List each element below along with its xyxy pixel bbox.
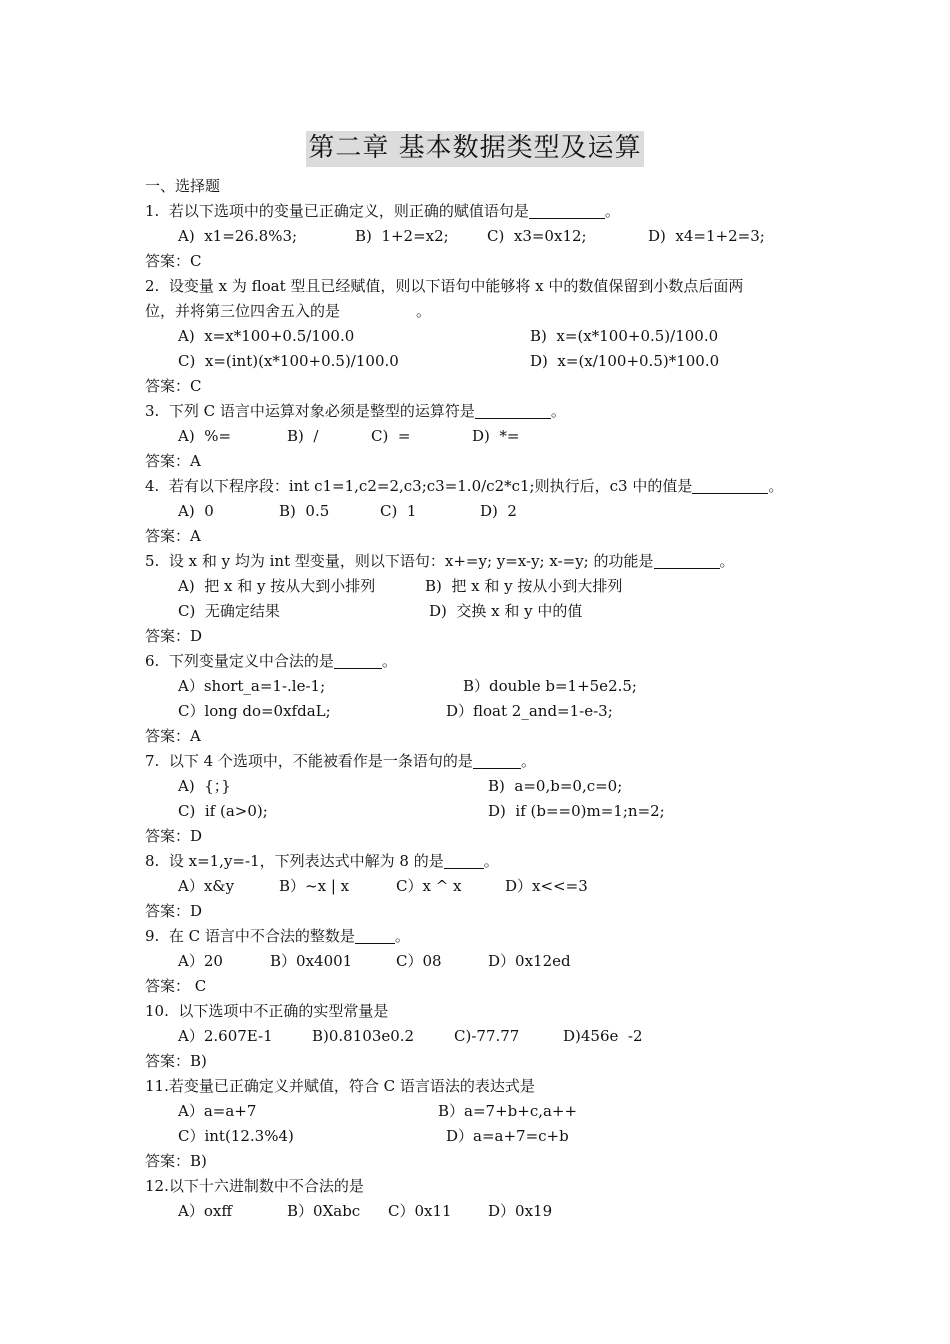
answer-q11: 答案：B) — [145, 1152, 207, 1170]
options-q7-row2 — [145, 799, 825, 824]
question-2-cont: 位，并将第三位四舍五入的是 。 — [145, 302, 432, 320]
options-q1 — [145, 224, 825, 249]
answer-q8: 答案：D — [145, 902, 203, 920]
option-b: B）double b=1+5e2.5; — [463, 677, 637, 695]
option-c: C）int(12.3%4) — [178, 1127, 294, 1145]
question-4: 4. 若有以下程序段：int c1=1,c2=2,c3;c3=1.0/c2*c1;则执行后，c3 中的值是 。 — [145, 477, 784, 495]
answer-blank — [473, 752, 521, 769]
options-q6-row1 — [145, 674, 825, 699]
option-a: A) 把 x 和 y 按从大到小排列 — [178, 577, 376, 595]
options-q11-row1 — [145, 1099, 825, 1124]
option-d: D) x4=1+2=3; — [648, 227, 765, 245]
question-5: 5. 设 x 和 y 均为 int 型变量，则以下语句：x+=y; y=x-y; x-=y; 的功能是 。 — [145, 552, 735, 570]
answer-blank — [334, 652, 382, 669]
option-a: A）short_a=1-.le-1; — [178, 677, 326, 695]
option-d: D）float 2_and=1-e-3; — [446, 702, 613, 720]
answer-q5: 答案：D — [145, 627, 203, 645]
option-d: D) *= — [472, 427, 520, 445]
option-c: C) = — [371, 427, 411, 445]
option-b: B）~x | x — [279, 877, 350, 895]
answer-q3: 答案：A — [145, 452, 201, 470]
answer-q9: 答案： C — [145, 977, 207, 995]
options-q2-row1 — [145, 324, 825, 349]
option-a: A）20 — [178, 952, 223, 970]
question-list — [145, 174, 825, 1224]
options-q5-row1 — [145, 574, 825, 599]
options-q4 — [145, 499, 825, 524]
option-c: C) 1 — [380, 502, 417, 520]
option-b: B)0.8103e0.2 — [312, 1027, 415, 1045]
option-a: A）2.607E-1 — [178, 1027, 273, 1045]
answer-blank — [692, 477, 768, 494]
answer-q7: 答案：D — [145, 827, 203, 845]
question-10: 10. 以下选项中不正确的实型常量是 — [145, 1002, 389, 1020]
options-q11-row2 — [145, 1124, 825, 1149]
option-d: D）0x12ed — [488, 952, 571, 970]
option-c: C)-77.77 — [454, 1027, 520, 1045]
options-q7-row1 — [145, 774, 825, 799]
answer-blank — [529, 202, 605, 219]
options-q9 — [145, 949, 825, 974]
option-b: B) 1+2=x2; — [355, 227, 449, 245]
answer-blank — [475, 402, 551, 419]
option-d: D）0x19 — [488, 1202, 553, 1220]
question-1: 1. 若以下选项中的变量已正确定义，则正确的赋值语句是 。 — [145, 202, 620, 220]
question-7: 7. 以下 4 个选项中，不能被看作是一条语句的是 。 — [145, 752, 536, 770]
answer-blank — [444, 852, 484, 869]
option-c: C) 无确定结果 — [178, 602, 280, 620]
answer-q4: 答案：A — [145, 527, 201, 545]
option-b: B）0x4001 — [270, 952, 353, 970]
question-3: 3. 下列 C 语言中运算对象必须是整型的运算符是 。 — [145, 402, 566, 420]
option-b: B) 0.5 — [279, 502, 330, 520]
option-b: B) a=0,b=0,c=0; — [488, 777, 623, 795]
option-d: D) x=(x/100+0.5)*100.0 — [530, 352, 720, 370]
options-q5-row2 — [145, 599, 825, 624]
option-d: D）x<<=3 — [505, 877, 588, 895]
answer-q6: 答案：A — [145, 727, 201, 745]
option-b: B）a=7+b+c,a++ — [438, 1102, 578, 1120]
answer-q1: 答案：C — [145, 252, 202, 270]
option-c: C) if (a>0); — [178, 802, 268, 820]
options-q2-row2 — [145, 349, 825, 374]
options-q6-row2 — [145, 699, 825, 724]
option-d: D）a=a+7=c+b — [446, 1127, 569, 1145]
answer-q10: 答案：B) — [145, 1052, 207, 1070]
section-heading: 一、选择题 — [145, 177, 221, 195]
option-d: D)456e -2 — [563, 1027, 643, 1045]
option-a: A）x&y — [178, 877, 235, 895]
option-c: C）0x11 — [388, 1202, 452, 1220]
options-q8 — [145, 874, 825, 899]
option-c: C）x ^ x — [396, 877, 462, 895]
question-2: 2. 设变量 x 为 float 型且已经赋值，则以下语句中能够将 x 中的数值保留到小数点后面两 — [145, 277, 744, 295]
question-11: 11.若变量已正确定义并赋值，符合 C 语言语法的表达式是 — [145, 1077, 535, 1095]
option-a: A) 0 — [178, 502, 214, 520]
option-b: B) / — [287, 427, 319, 445]
option-a: A) %= — [178, 427, 232, 445]
option-a: A) x1=26.8%3; — [178, 227, 298, 245]
question-8: 8. 设 x=1,y=-1，下列表达式中解为 8 的是 。 — [145, 852, 499, 870]
answer-blank — [355, 927, 395, 944]
question-6: 6. 下列变量定义中合法的是 。 — [145, 652, 397, 670]
option-c: C) x=(int)(x*100+0.5)/100.0 — [178, 352, 399, 370]
option-d: D) 交换 x 和 y 中的值 — [429, 602, 583, 620]
option-d: D) 2 — [480, 502, 517, 520]
option-b: B) 把 x 和 y 按从小到大排列 — [425, 577, 623, 595]
option-a: A) x=x*100+0.5/100.0 — [178, 327, 355, 345]
option-d: D) if (b==0)m=1;n=2; — [488, 802, 665, 820]
question-12: 12.以下十六进制数中不合法的是 — [145, 1177, 364, 1195]
option-a: A) {；} — [178, 777, 231, 795]
option-b: B) x=(x*100+0.5)/100.0 — [530, 327, 719, 345]
option-c: C）long do=0xfdaL; — [178, 702, 331, 720]
option-c: C）08 — [396, 952, 442, 970]
page-title: 第二章 基本数据类型及运算 — [306, 131, 643, 167]
options-q12 — [145, 1199, 825, 1224]
answer-blank — [654, 552, 720, 569]
options-q10 — [145, 1024, 825, 1049]
option-b: B）0Xabc — [287, 1202, 361, 1220]
answer-q2: 答案：C — [145, 377, 202, 395]
options-q3 — [145, 424, 825, 449]
option-c: C) x3=0x12; — [487, 227, 587, 245]
question-9: 9. 在 C 语言中不合法的整数是 。 — [145, 927, 410, 945]
option-a: A）oxff — [178, 1202, 232, 1220]
option-a: A）a=a+7 — [178, 1102, 257, 1120]
